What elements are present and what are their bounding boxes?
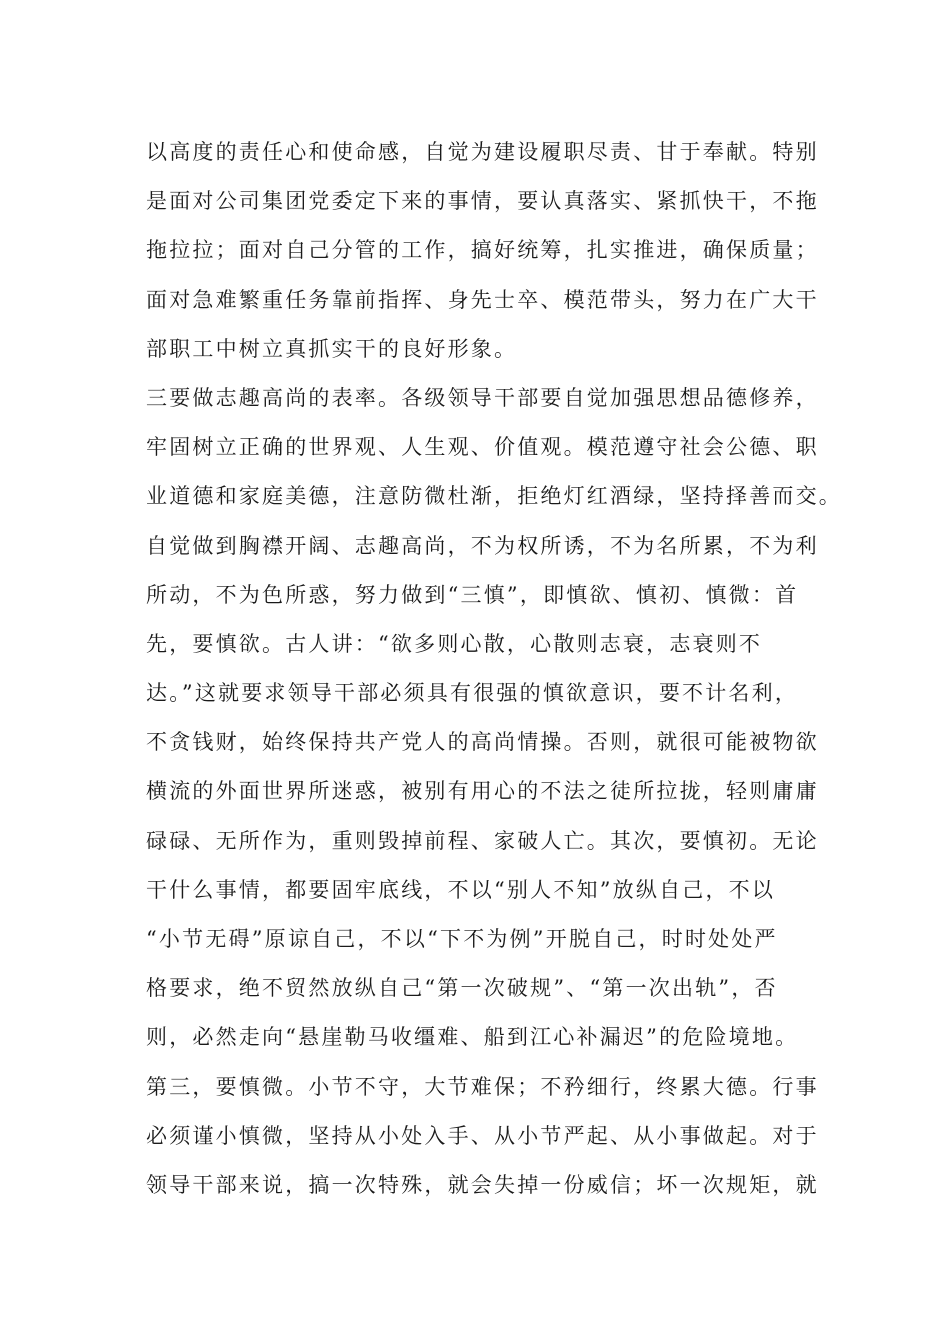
text-line: “小节无碍”原谅自己，不以“下不为例”开脱自己，时时处处严 [146,927,778,951]
body-text [146,134,846,1216]
text-line: 面对急难繁重任务靠前指挥、身先士卒、模范带头，努力在广大干 [146,287,819,312]
text-line: 业道德和家庭美德，注意防微杜渐，拒绝灯红酒绿，坚持择善而交。 [146,484,842,509]
text-line: 则，必然走向“悬崖勒马收缰难、船到江心补漏迟”的危险境地。 [146,1025,799,1050]
text-line: 格要求，绝不贸然放纵自己“第一次破规”、“第一次出轨”，否 [146,976,778,1001]
text-line: 是面对公司集团党委定下来的事情，要认真落实、紧抓快干，不拖 [146,189,819,214]
text-line: 第三，要慎微。小节不守，大节难保；不矜细行，终累大德。行事 [146,1074,819,1099]
text-line: 先，要慎欲。古人讲：“欲多则心散，心散则志衰，志衰则不 [146,631,763,656]
text-line: 所动，不为色所惑，努力做到“三慎”，即慎欲、慎初、慎微：首 [146,582,799,607]
text-line: 拖拉拉；面对自己分管的工作，搞好统筹，扎实推进，确保质量； [146,238,819,263]
text-line: 干什么事情，都要固牢底线，不以“别人不知”放纵自己，不以 [146,877,776,902]
text-line: 碌碌、无所作为，重则毁掉前程、家破人亡。其次，要慎初。无论 [146,828,819,853]
text-line: 不贪钱财，始终保持共产党人的高尚情操。否则，就很可能被物欲 [146,730,819,755]
text-line: 三要做志趣高尚的表率。各级领导干部要自觉加强思想品德修养， [146,385,819,410]
text-line: 自觉做到胸襟开阔、志趣高尚，不为权所诱，不为名所累，不为利 [146,533,819,558]
text-line: 达。”这就要求领导干部必须具有很强的慎欲意识，要不计名利， [146,681,799,706]
text-line: 横流的外面世界所迷惑，被别有用心的不法之徒所拉拢，轻则庸庸 [146,779,819,804]
text-line: 以高度的责任心和使命感，自觉为建设履职尽责、甘于奉献。特别 [146,140,819,164]
text-line: 领导干部来说，搞一次特殊，就会失掉一份威信；坏一次规矩，就 [146,1172,819,1197]
text-line: 必须谨小慎微，坚持从小处入手、从小节严起、从小事做起。对于 [146,1123,819,1148]
text-line: 牢固树立正确的世界观、人生观、价值观。模范遵守社会公德、职 [146,435,819,460]
text-line: 部职工中树立真抓实干的良好形象。 [146,336,518,361]
